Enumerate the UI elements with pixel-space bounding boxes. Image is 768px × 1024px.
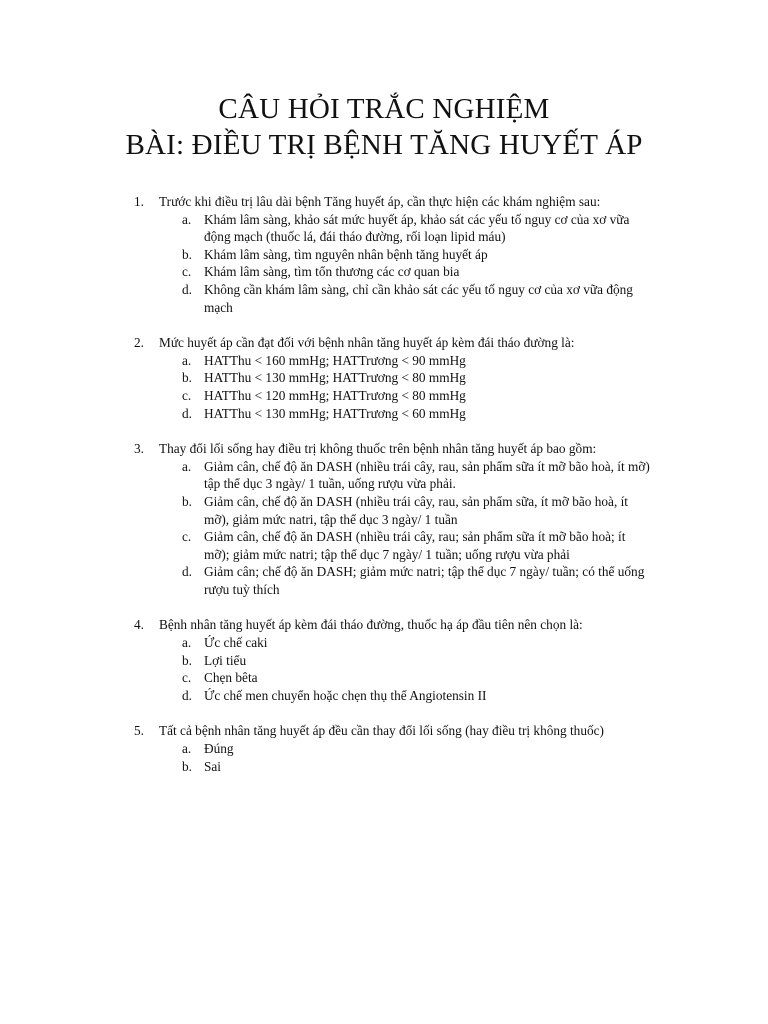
option-label: b. (182, 246, 192, 262)
option-label: d. (182, 281, 192, 297)
option-text: Khám lâm sàng, tìm nguyên nhân bệnh tăng huyết áp (204, 246, 488, 262)
option-text: Giảm cân, chế độ ăn DASH (nhiều trái cây, rau, sản phẩm sữa ít mỡ bão hoà, ít mỡ) tập thể dục 3 ngày/ 1 tuần, uống rượu vừa phải. (204, 458, 650, 492)
option-b (159, 369, 654, 387)
option-c (159, 387, 654, 405)
option-c (159, 528, 654, 563)
option-a (159, 458, 654, 493)
option-a (159, 211, 654, 246)
option-text: Sai (204, 758, 221, 774)
option-d (159, 563, 654, 598)
option-label: b. (182, 652, 192, 668)
option-text: Giảm cân, chế độ ăn DASH (nhiều trái cây, rau, sản phẩm sữa, ít mỡ bão hoà, ít mỡ), giảm mức natri, tập thể dục 3 ngày/ 1 tuần (204, 493, 628, 527)
option-label: a. (182, 741, 192, 757)
option-label: a. (182, 635, 192, 651)
question-4 (134, 616, 654, 704)
question-number: 1. (134, 194, 144, 209)
question-list (134, 193, 654, 793)
question-1 (134, 193, 654, 316)
option-a (159, 352, 654, 370)
question-number: 4. (134, 617, 144, 633)
option-b (159, 758, 654, 776)
option-text: HATThu < 120 mmHg; HATTrương < 80 mmHg (204, 387, 466, 403)
option-list (159, 634, 654, 704)
option-list (159, 740, 654, 775)
question-number: 5. (134, 723, 144, 739)
option-text: Khám lâm sàng, khảo sát mức huyết áp, khảo sát các yếu tố nguy cơ của xơ vữa động mạch (thuốc lá, đái tháo đường, rối loạn lipid máu) (204, 211, 630, 245)
question-3 (134, 440, 654, 598)
option-label: c. (182, 264, 192, 280)
option-text: Chẹn bêta (204, 670, 258, 686)
option-text: Lợi tiểu (204, 652, 247, 668)
option-a (159, 634, 654, 652)
option-label: d. (182, 687, 192, 703)
option-text: Giảm cân, chế độ ăn DASH (nhiều trái cây, rau; sản phẩm sữa ít mỡ bão hoà; ít mỡ); giảm mức natri; tập thể dục 7 ngày/ 1 tuần; uống rượu vừa phải (204, 529, 626, 562)
question-text: Trước khi điều trị lâu dài bệnh Tăng huyết áp, cần thực hiện các khám nghiệm sau: (159, 194, 601, 209)
option-label: a. (182, 211, 192, 227)
option-text: HATThu < 130 mmHg; HATTrương < 80 mmHg (204, 370, 466, 386)
option-label: a. (182, 352, 192, 368)
option-list (159, 458, 654, 599)
question-5 (134, 722, 654, 775)
option-label: d. (182, 405, 192, 421)
question-text: Bệnh nhân tăng huyết áp kèm đái tháo đường, thuốc hạ áp đầu tiên nên chọn là: (159, 617, 583, 633)
option-label: b. (182, 370, 192, 386)
option-list (159, 211, 654, 317)
option-text: Ức chế caki (204, 635, 268, 651)
question-number: 2. (134, 335, 144, 351)
option-b (159, 493, 654, 528)
option-label: b. (182, 493, 192, 509)
option-b (159, 246, 654, 264)
option-label: a. (182, 458, 192, 474)
option-d (159, 405, 654, 423)
question-2 (134, 334, 654, 422)
question-text: Tất cả bệnh nhân tăng huyết áp đều cần thay đổi lối sống (hay điều trị không thuốc) (159, 723, 604, 739)
option-c (159, 669, 654, 687)
option-d (159, 281, 654, 316)
option-label: c. (182, 670, 192, 686)
document-subtitle: BÀI: ĐIỀU TRỊ BỆNH TĂNG HUYẾT ÁP (125, 129, 643, 161)
option-text: Không cần khám lâm sàng, chỉ cần khảo sát các yếu tố nguy cơ của xơ vữa động mạch (204, 281, 633, 315)
document-title: CÂU HỎI TRẮC NGHIỆM (218, 93, 550, 125)
question-text: Mức huyết áp cần đạt đối với bệnh nhân tăng huyết áp kèm đái tháo đường là: (159, 335, 575, 351)
option-a (159, 740, 654, 758)
option-b (159, 652, 654, 670)
option-d (159, 687, 654, 705)
option-label: c. (182, 529, 192, 545)
option-text: Giảm cân; chế độ ăn DASH; giảm mức natri; tập thể dục 7 ngày/ tuần; có thể uống rượu tuỳ thích (204, 564, 645, 597)
option-text: Khám lâm sàng, tìm tổn thương các cơ quan bia (204, 264, 460, 280)
option-text: Đúng (204, 741, 234, 757)
option-text: Ức chế men chuyển hoặc chẹn thụ thể Angiotensin II (204, 687, 487, 703)
question-number: 3. (134, 441, 144, 457)
option-label: b. (182, 758, 192, 774)
option-text: HATThu < 130 mmHg; HATTrương < 60 mmHg (204, 405, 466, 421)
option-label: c. (182, 387, 192, 403)
option-text: HATThu < 160 mmHg; HATTrương < 90 mmHg (204, 352, 466, 368)
option-label: d. (182, 564, 192, 580)
option-list (159, 352, 654, 422)
question-text: Thay đổi lối sống hay điều trị không thuốc trên bệnh nhân tăng huyết áp bao gồm: (159, 441, 597, 457)
option-c (159, 263, 654, 281)
